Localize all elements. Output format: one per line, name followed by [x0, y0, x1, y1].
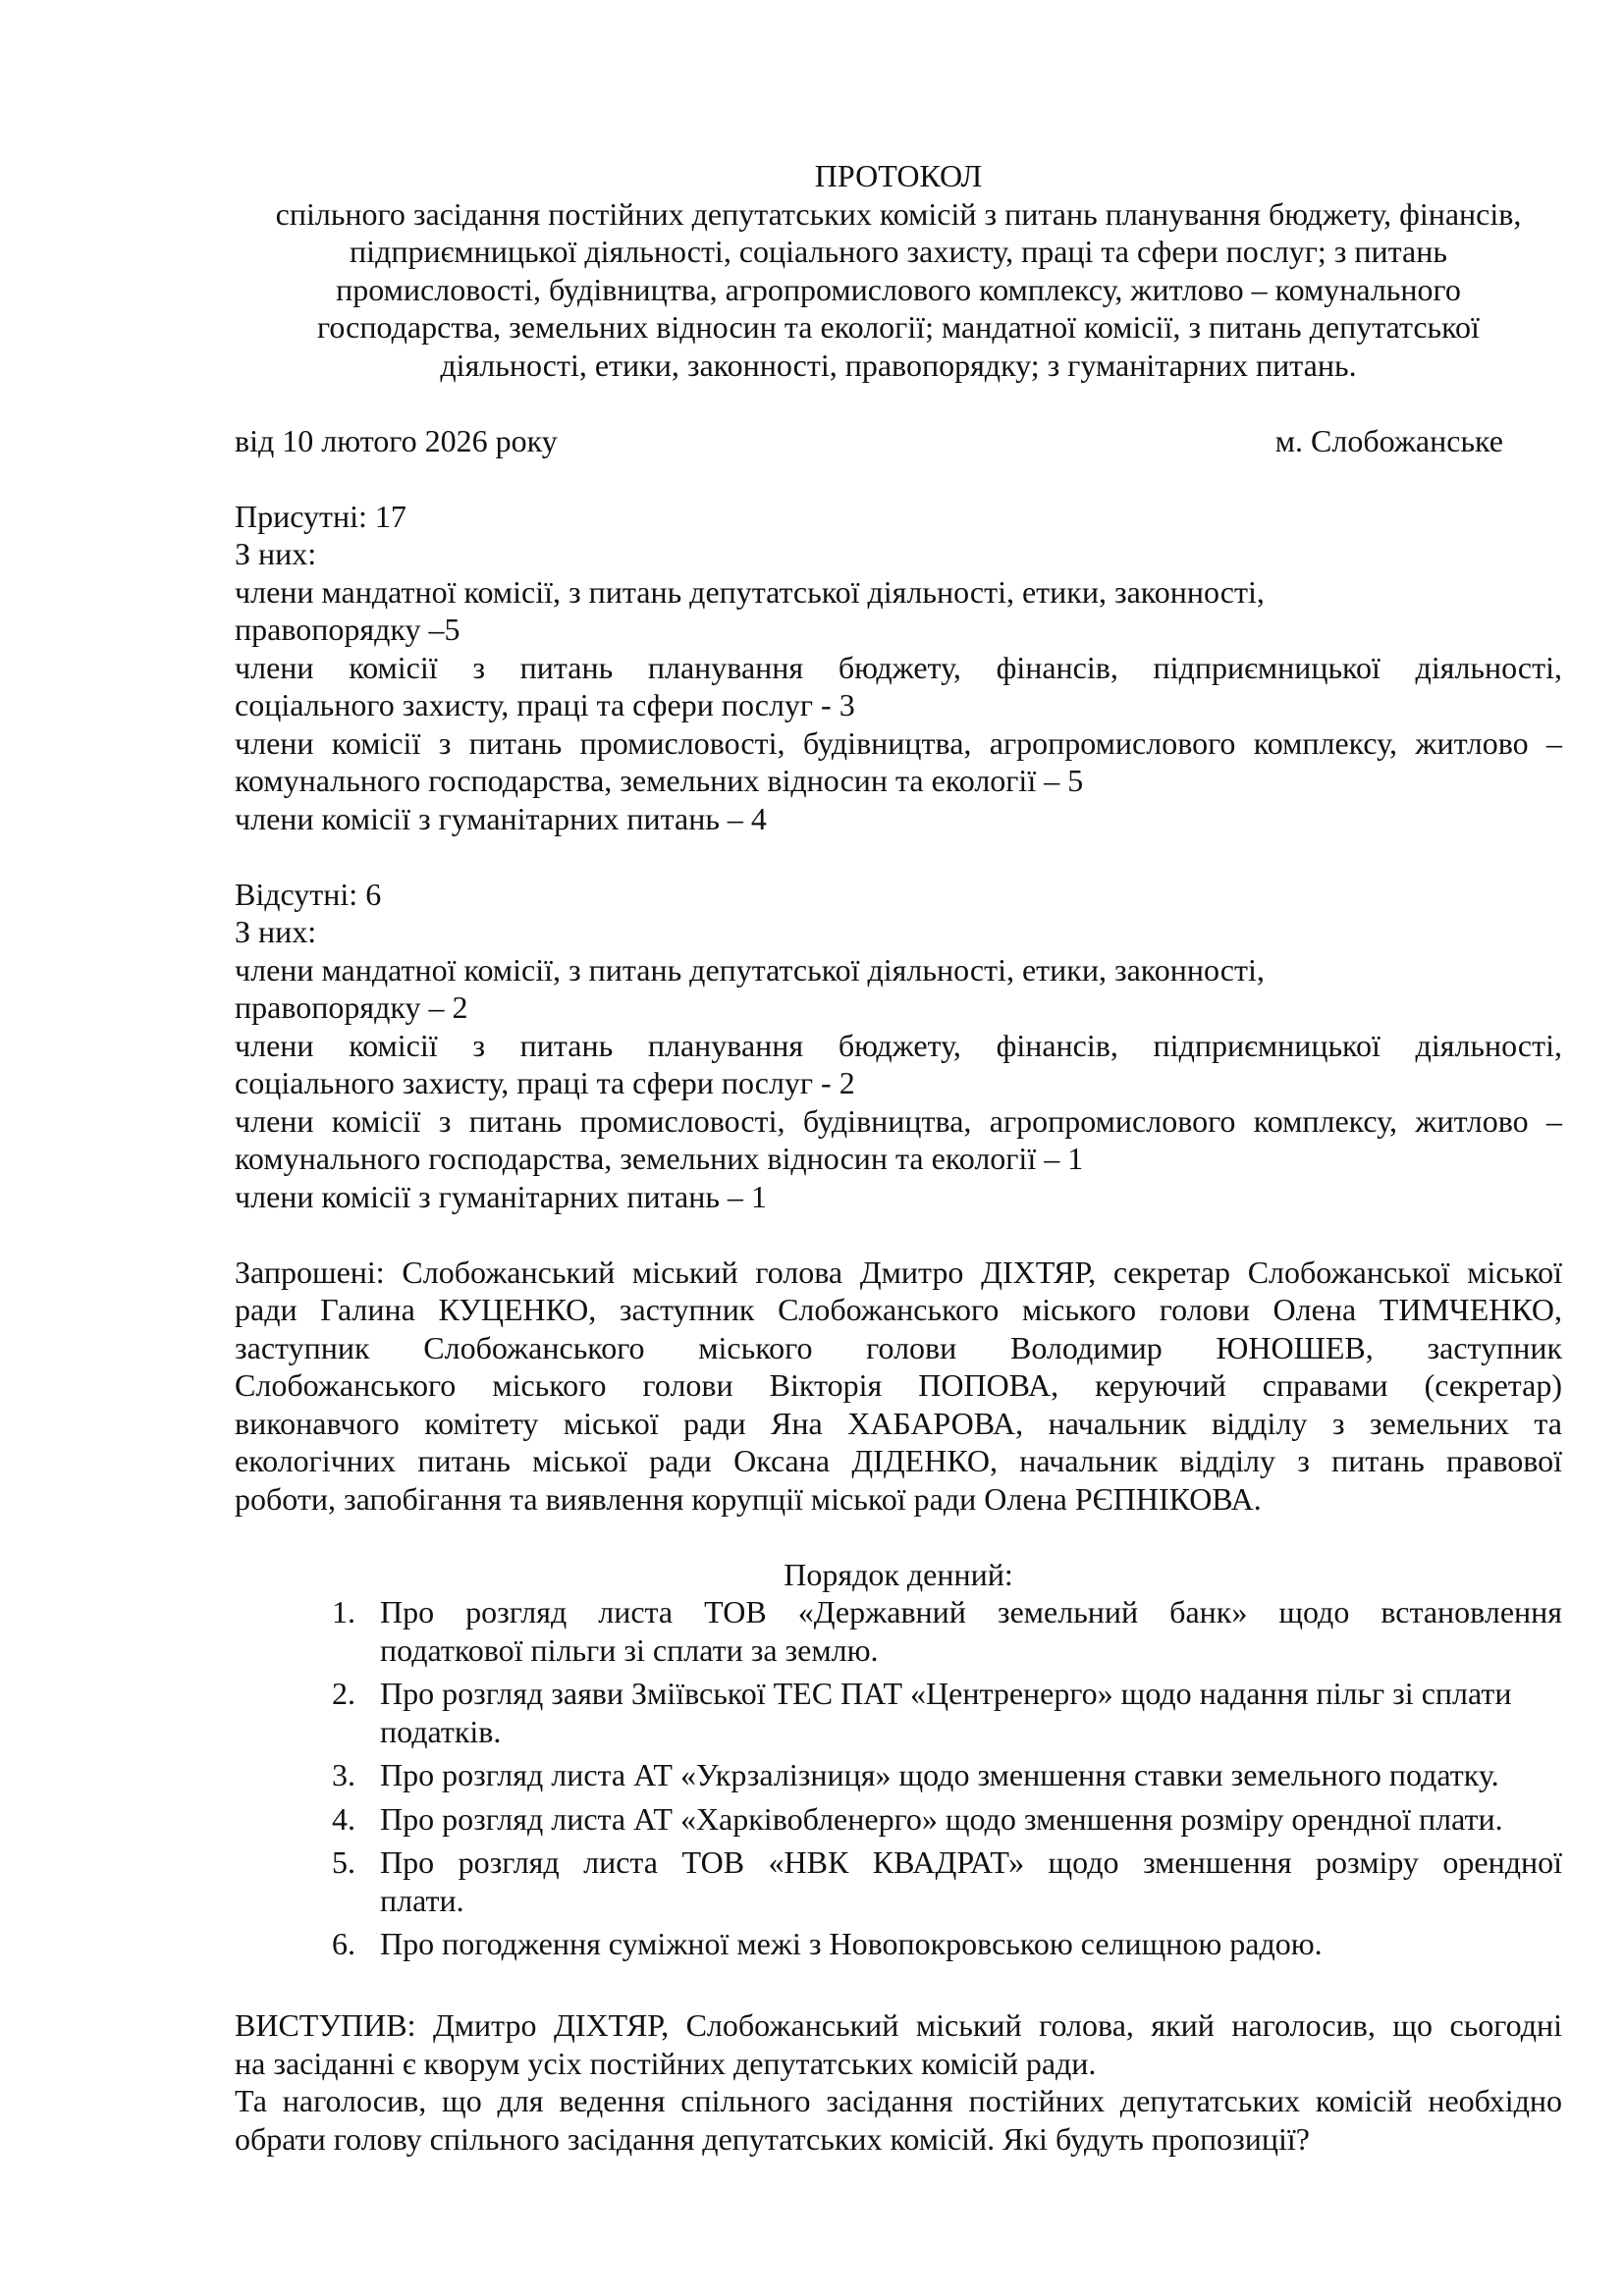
- present-line: правопорядку –5: [235, 612, 460, 647]
- speech-line: на засіданні є кворум усіх постійних депутатських комісій ради.: [235, 2045, 1097, 2081]
- agenda-text: Про розгляд листа ТОВ «Державний земельний банк» щодо встановлення: [380, 1594, 1562, 1629]
- absent-heading: Відсутні: 6: [235, 876, 382, 912]
- present-line: члени мандатної комісії, з питань депутатської діяльності, етики, законності,: [235, 573, 1265, 610]
- agenda-number: 5.: [332, 1844, 355, 1880]
- document-subtitle: [235, 195, 1562, 385]
- subtitle-line: спільного засідання постійних депутатських комісій з питань планування бюджету, фінансів,: [275, 195, 1522, 232]
- absent-sub: З них:: [235, 914, 317, 949]
- present-sub: З них:: [235, 536, 317, 571]
- meeting-place: м. Слобожанське: [1274, 422, 1503, 458]
- agenda-text: Про розгляд заяви Зміївської ТЕС ПАТ «Центренерго» щодо надання пільг зі сплати: [380, 1676, 1512, 1711]
- absent-line: члени комісії з питань планування бюджету, фінансів, підприємницької діяльності,: [235, 1027, 1562, 1063]
- speech-line: Та наголосив, що для ведення спільного засідання постійних депутатських комісій необхідно: [235, 2083, 1562, 2118]
- document-title: ПРОТОКОЛ: [814, 158, 983, 193]
- agenda-item: [332, 1800, 1562, 1839]
- agenda-item: [332, 1756, 1562, 1794]
- agenda-item: [332, 1925, 1562, 1963]
- present-section: [235, 498, 1562, 838]
- agenda-number: 1.: [332, 1594, 355, 1629]
- absent-line: комунального господарства, земельних відносин та екології – 1: [235, 1141, 1084, 1176]
- present-line: члени комісії з гуманітарних питань – 4: [235, 800, 767, 836]
- absent-section: [235, 876, 1562, 1216]
- present-heading: Присутні: 17: [235, 498, 406, 534]
- agenda-item: [332, 1843, 1562, 1919]
- agenda-list: [332, 1593, 1562, 1963]
- speech-section: [235, 2006, 1562, 2158]
- speech-line: обрати голову спільного засідання депутатських комісій. Які будуть пропозиції?: [235, 2120, 1310, 2157]
- invited-line: Слобожанського міського голови Вікторія ПОПОВА, керуючий справами (секретар): [235, 1367, 1562, 1403]
- agenda-number: 3.: [332, 1757, 355, 1792]
- invited-line: ради Галина КУЦЕНКО, заступник Слобожанського міського голови Олена ТИМЧЕНКО,: [235, 1292, 1562, 1327]
- invited-line: роботи, запобігання та виявлення корупції міської ради Олена РЄПНІКОВА.: [235, 1480, 1262, 1517]
- document-page: [235, 157, 1562, 2158]
- absent-line: члени комісії з питань промисловості, будівництва, агропромислового комплексу, житлово –: [235, 1102, 1562, 1139]
- invited-line: Запрошені: Слобожанський міський голова Дмитро ДІХТЯР, секретар Слобожанської міської: [235, 1254, 1562, 1290]
- agenda-item: [332, 1675, 1562, 1750]
- agenda-text: податкової пільги зі сплати за землю.: [380, 1631, 879, 1668]
- agenda-number: 2.: [332, 1676, 355, 1711]
- subtitle-line: господарства, земельних відносин та екології; мандатної комісії, з питань депутатської: [317, 309, 1480, 345]
- subtitle-line: підприємницької діяльності, соціального захисту, праці та сфери послуг; з питань: [350, 234, 1447, 269]
- meeting-date: від 10 лютого 2026 року: [235, 422, 558, 458]
- agenda-text: Про розгляд листа АТ «Харківобленерго» щодо зменшення розміру орендної плати.: [380, 1800, 1503, 1837]
- subtitle-line: діяльності, етики, законності, правопорядку; з гуманітарних питань.: [440, 347, 1357, 383]
- invited-section: [235, 1254, 1562, 1519]
- agenda-item: [332, 1593, 1562, 1669]
- invited-line: заступник Слобожанського міського голови Володимир ЮНОШЕВ, заступник: [235, 1329, 1562, 1365]
- agenda-text: плати.: [380, 1882, 464, 1918]
- absent-line: члени мандатної комісії, з питань депутатської діяльності, етики, законності,: [235, 951, 1265, 988]
- invited-line: виконавчого комітету міської ради Яна ХАБАРОВА, начальник відділу з земельних та: [235, 1405, 1562, 1441]
- absent-line: соціального захисту, праці та сфери послуг - 2: [235, 1065, 855, 1100]
- present-line: комунального господарства, земельних відносин та екології – 5: [235, 763, 1084, 798]
- present-line: члени комісії з питань планування бюджету, фінансів, підприємницької діяльності,: [235, 649, 1562, 685]
- agenda-text: Про розгляд листа ТОВ «НВК КВАДРАТ» щодо зменшення розміру орендної: [380, 1844, 1562, 1880]
- absent-line: члени комісії з гуманітарних питань – 1: [235, 1178, 767, 1214]
- agenda-text: Про погодження суміжної межі з Новопокровською селищною радою.: [380, 1926, 1323, 1961]
- speech-line: ВИСТУПИВ: Дмитро ДІХТЯР, Слобожанський міський голова, який наголосив, що сьогодні: [235, 2007, 1562, 2043]
- invited-line: екологічних питань міської ради Оксана ДІДЕНКО, начальник відділу з питань правової: [235, 1443, 1562, 1478]
- agenda-number: 6.: [332, 1926, 355, 1961]
- subtitle-line: промисловості, будівництва, агропромислового комплексу, житлово – комунального: [336, 271, 1461, 307]
- agenda-heading: Порядок денний:: [784, 1556, 1013, 1592]
- date-place-row: [235, 422, 1562, 460]
- agenda-text: Про розгляд листа АТ «Укрзалізниця» щодо зменшення ставки земельного податку.: [380, 1757, 1499, 1792]
- agenda-number: 4.: [332, 1800, 355, 1837]
- present-line: члени комісії з питань промисловості, будівництва, агропромислового комплексу, житлово –: [235, 724, 1562, 761]
- absent-line: правопорядку – 2: [235, 989, 468, 1025]
- agenda-text: податків.: [380, 1713, 502, 1749]
- present-line: соціального захисту, праці та сфери послуг - 3: [235, 687, 855, 722]
